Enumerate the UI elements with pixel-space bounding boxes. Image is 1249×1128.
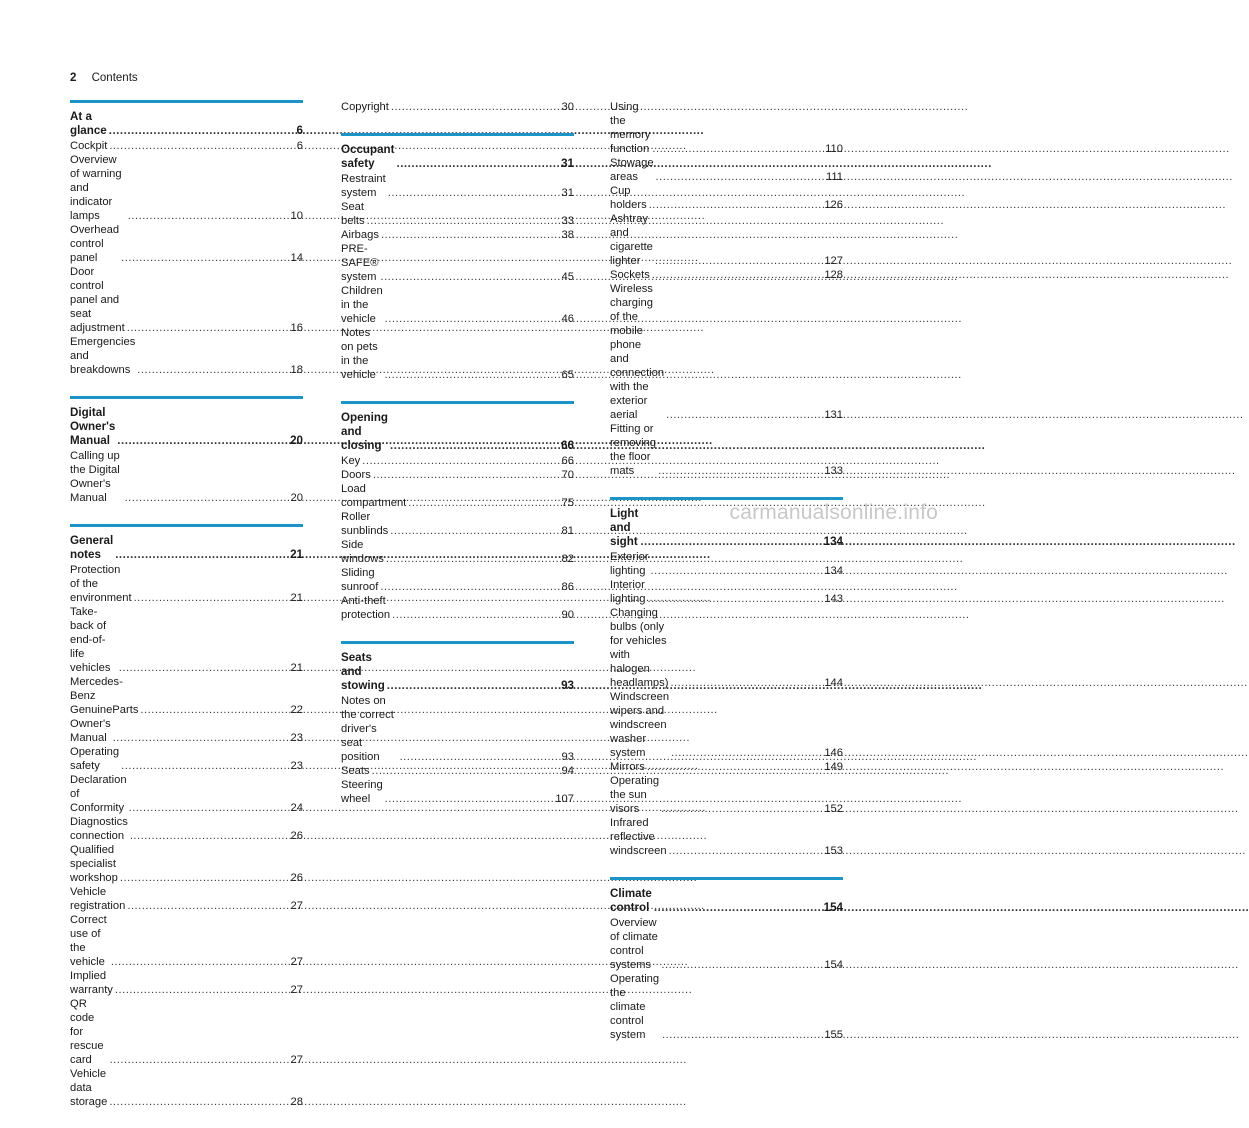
entry-title: Key [341,455,361,467]
dot-leader [119,661,288,675]
entry-title: Operating safety [70,746,123,772]
page-ref: 86 [561,581,574,593]
section-rule [610,497,843,500]
dot-leader [654,901,821,915]
section-heading[interactable] [341,143,574,171]
toc-entry[interactable] [70,885,303,913]
toc-entry[interactable] [610,774,843,816]
page-ref: 20 [290,434,303,447]
entry-title: Stowage areas [610,157,657,183]
section-title: At a glance [70,110,107,137]
toc-entry[interactable] [70,605,303,675]
page-ref: 33 [561,215,574,227]
toc-entry[interactable] [341,326,574,382]
entry-title: Sliding sunroof [341,567,379,593]
section-heading[interactable] [341,411,574,453]
toc-entry[interactable] [610,550,843,578]
page-ref: 75 [561,497,574,509]
page-ref: 107 [555,793,574,805]
page-ref: 126 [824,199,843,211]
page-ref: 6 [296,124,303,137]
toc-entry[interactable] [341,284,574,326]
page-ref: 27 [290,984,303,996]
dot-leader [656,170,823,184]
dot-leader [109,139,293,153]
dot-leader [109,124,294,138]
page-ref: 26 [290,830,303,842]
entry-title: QR code for rescue card [70,998,107,1066]
page-ref: 131 [824,409,843,421]
dot-leader [117,434,287,448]
page-ref: 24 [290,802,303,814]
dot-leader [388,186,559,200]
page-ref: 90 [561,609,574,621]
page-title: Contents [91,72,138,84]
toc-entry[interactable] [610,760,843,774]
entry-title: Side windows [341,539,384,565]
dot-leader [652,268,822,282]
section-heading[interactable] [70,110,303,138]
dot-leader [113,731,288,745]
page-ref: 66 [561,455,574,467]
page-ref: 93 [561,751,574,763]
dot-leader [400,750,559,764]
entry-title: Diagnostics connection [70,816,131,842]
section-title: General notes [70,534,117,561]
section-title: Seats and stowing [341,651,385,692]
page-number: 2 [70,72,77,84]
page-ref: 28 [290,1096,303,1108]
toc-entry[interactable] [341,242,574,284]
toc-entry[interactable] [610,578,843,606]
dot-leader [661,802,821,816]
page-ref: 134 [824,565,843,577]
page-ref: 16 [290,322,303,334]
entry-title: Seats [341,765,370,777]
dot-leader [652,142,822,156]
section-rule [610,877,843,880]
page-ref: 6 [296,140,303,152]
toc-entry[interactable] [70,335,303,377]
entry-title: PRE-SAFE® system [341,243,382,283]
entry-title: Mercedes-Benz GenuineParts [70,676,139,716]
page-ref: 20 [290,492,303,504]
toc-entry[interactable] [70,969,303,997]
dot-leader [127,899,287,913]
entry-title: Operating the sun visors [610,775,663,815]
entry-title: Door control panel and seat adjustment [70,266,125,334]
dot-leader [671,746,821,760]
section-title: Digital Owner's Manual [70,406,119,447]
entry-title: Overhead control panel [70,224,123,264]
section-rule [70,100,303,103]
page-ref: 153 [824,845,843,857]
toc-entry[interactable] [70,717,303,745]
page-header [70,72,138,84]
dot-leader [392,608,558,622]
entry-title: Airbags [341,229,379,241]
toc-section [70,100,303,377]
page-ref: 22 [290,704,303,716]
page-ref: 23 [290,760,303,772]
page-ref: 154 [823,901,843,914]
dot-leader [125,491,288,505]
section-title: Light and sight [610,507,642,548]
toc-section [341,100,574,114]
page-ref: 66 [561,439,574,452]
page-ref: 152 [824,803,843,815]
toc-entry[interactable] [70,265,303,335]
toc-entry[interactable] [610,690,843,760]
page-ref: 31 [561,157,574,170]
toc-entry[interactable] [341,454,574,468]
toc-entry[interactable] [70,223,303,265]
page-ref: 154 [824,959,843,971]
page-ref: 38 [561,229,574,241]
toc-entry[interactable] [610,816,843,858]
section-rule [70,524,303,527]
page-ref: 143 [824,593,843,605]
dot-leader [137,363,287,377]
entry-title: Windscreen wipers and windscreen washer system [610,691,670,759]
dot-leader [666,408,821,422]
section-rule [341,641,574,644]
section-rule [341,401,574,404]
page-ref: 111 [825,171,843,183]
toc-entry[interactable] [610,972,843,1042]
page-ref: 10 [290,210,303,222]
dot-leader [140,703,287,717]
entry-title: Calling up the Digital Owner's Manual [70,450,123,504]
toc-entry[interactable] [610,184,843,212]
dot-leader [647,592,821,606]
dot-leader [373,468,559,482]
entry-title: Load compartment [341,483,407,509]
section-heading[interactable] [610,887,843,915]
toc-section [610,497,843,858]
toc-section [341,401,574,622]
watermark: carmanualsonline.info [729,501,938,524]
entry-title: Restraint system [341,173,389,199]
toc-entry[interactable] [610,156,843,184]
dot-leader [130,829,288,843]
page-ref: 18 [290,364,303,376]
dot-leader [649,198,822,212]
toc-entry[interactable] [341,538,574,566]
entry-title: Owner's Manual [70,718,114,744]
toc-entry[interactable] [341,468,574,482]
toc-entry[interactable] [341,482,574,510]
entry-title: Ashtray and cigarette lighter [610,213,657,267]
dot-leader [380,270,558,284]
page-ref: 14 [290,252,303,264]
page-ref: 31 [561,187,574,199]
entry-title: Interior lighting [610,579,648,605]
page-ref: 144 [824,677,843,689]
entry-title: Vehicle registration [70,886,126,912]
dot-leader [662,1028,821,1042]
entry-title: Take-back of end-of-life vehicles [70,606,111,674]
toc-entry[interactable] [70,745,303,773]
dot-leader [391,100,559,114]
toc-entry[interactable] [610,268,843,282]
page-ref: 27 [290,1054,303,1066]
entry-title: Infrared reflective windscreen [610,817,667,857]
entry-title: Implied warranty [70,970,113,996]
toc-entry[interactable] [610,282,843,422]
page-ref: 82 [561,553,574,565]
toc-entry[interactable] [341,100,574,114]
page-ref: 146 [824,747,843,759]
dot-leader [381,228,559,242]
dot-leader [110,1053,288,1067]
dot-leader [669,844,822,858]
toc-entry[interactable] [341,566,574,594]
toc-section [610,877,843,1042]
toc-entry[interactable] [70,773,303,815]
page-ref: 26 [290,872,303,884]
dot-leader [129,801,288,815]
entry-title: Cockpit [70,140,108,152]
dot-leader [385,792,553,806]
entry-title: Children in the vehicle [341,285,386,325]
page-ref: 21 [290,548,303,561]
entry-title: Using the memory function [610,101,654,155]
entry-title: Overview of climate control systems [610,917,661,971]
dot-leader [121,759,287,773]
entry-title: Roller sunblinds [341,511,389,537]
dot-leader [134,591,288,605]
entry-title: Protection of the environment [70,564,132,604]
page-ref: 94 [561,765,574,777]
dot-leader [380,580,558,594]
dot-leader [127,321,288,335]
dot-leader [115,548,287,562]
section-title: Occupant safety [341,143,398,170]
entry-title: Qualified specialist workshop [70,844,120,884]
entry-title: Emergencies and breakdowns [70,336,139,376]
entry-title: Exterior lighting [610,551,652,577]
section-heading[interactable] [70,406,303,448]
toc-entry[interactable] [70,153,303,223]
page-ref: 81 [561,525,574,537]
dot-leader [390,524,558,538]
dot-leader [670,676,821,690]
dot-leader [647,760,822,774]
toc-entry[interactable] [341,764,574,778]
toc-entry[interactable] [610,916,843,972]
toc-entry[interactable] [70,449,303,505]
page-ref: 46 [561,313,574,325]
toc-entry[interactable] [341,694,574,764]
section-heading[interactable] [341,651,574,693]
toc-entry[interactable] [610,212,843,268]
dot-leader [128,209,288,223]
page-ref: 155 [824,1029,843,1041]
toc-entry[interactable] [610,606,843,690]
toc-entry[interactable] [70,1067,303,1109]
section-title: Opening and closing [341,411,392,452]
toc-entry[interactable] [341,200,574,228]
toc-column-3 [610,100,843,1061]
entry-title: Mirrors [610,761,645,773]
page-ref: 70 [561,469,574,481]
toc-section [610,100,843,478]
section-title: Climate control [610,887,656,914]
dot-leader [367,214,559,228]
dot-leader [109,1095,287,1109]
toc-entry[interactable] [70,139,303,153]
toc-section [341,641,574,806]
dot-leader [651,564,822,578]
dot-leader [640,535,820,549]
entry-title: Overview of warning and indicator lamps [70,154,125,222]
toc-column-1 [70,100,303,1128]
dot-leader [121,251,287,265]
dot-leader [390,439,558,453]
toc-entry[interactable] [341,228,574,242]
toc-section [70,396,303,505]
entry-title: Vehicle data storage [70,1068,110,1108]
page-ref: 27 [290,900,303,912]
toc-section [70,524,303,1109]
toc-entry[interactable] [70,843,303,885]
entry-title: Seat belts [341,201,368,227]
dot-leader [111,955,288,969]
dot-leader [396,157,558,171]
toc-entry[interactable] [341,172,574,200]
dot-leader [120,871,288,885]
dot-leader [115,983,288,997]
dot-leader [387,679,558,693]
entry-title: Anti-theft protection [341,595,391,621]
entry-title: Steering wheel [341,779,386,805]
entry-title: Changing bulbs (only for vehicles with halogen headlamps) [610,607,669,689]
toc-entry[interactable] [341,510,574,538]
dot-leader [655,254,821,268]
page-ref: 149 [824,761,843,773]
entry-title: Notes on pets in the vehicle [341,327,381,381]
toc-entry[interactable] [70,563,303,605]
entry-title: Doors [341,469,371,481]
toc-entry[interactable] [70,913,303,969]
page-ref: 65 [561,369,574,381]
section-rule [341,133,574,136]
page-ref: 21 [290,662,303,674]
toc-entry[interactable] [70,997,303,1067]
page-ref: 93 [561,679,574,692]
dot-leader [386,552,559,566]
section-heading[interactable] [70,534,303,562]
page-ref: 127 [824,255,843,267]
page-ref: 110 [825,143,843,155]
entry-title: Fitting or removing the floor mats [610,423,660,477]
toc-entry[interactable] [341,778,574,806]
toc-entry[interactable] [341,594,574,622]
entry-title: Copyright [341,101,389,113]
entry-title: Correct use of the vehicle [70,914,110,968]
page-ref: 23 [290,732,303,744]
toc-entry[interactable] [610,422,843,478]
entry-title: Sockets [610,269,650,281]
entry-title: Cup holders [610,185,647,211]
page-ref: 21 [290,592,303,604]
page-ref: 134 [823,535,843,548]
section-rule [70,396,303,399]
toc-section [341,133,574,382]
entry-title: Declaration of Conformity [70,774,130,814]
entry-title: Notes on the correct driver's seat position [341,695,397,763]
dot-leader [658,464,821,478]
dot-leader [362,454,558,468]
toc-entry[interactable] [70,815,303,843]
toc-column-2 [341,100,574,825]
page-ref: 133 [824,465,843,477]
dot-leader [408,496,558,510]
dot-leader [661,958,821,972]
dot-leader [384,368,558,382]
dot-leader [372,764,559,778]
page-ref: 128 [824,269,843,281]
dot-leader [385,312,559,326]
page-ref: 27 [290,956,303,968]
entry-title: Operating the climate control system [610,973,663,1041]
page-ref: 45 [561,271,574,283]
page-ref: 30 [561,101,574,113]
toc-entry[interactable] [70,675,303,717]
entry-title: Wireless charging of the mobile phone and connection with the exterior aerial [610,283,665,421]
toc-entry[interactable] [610,100,843,156]
